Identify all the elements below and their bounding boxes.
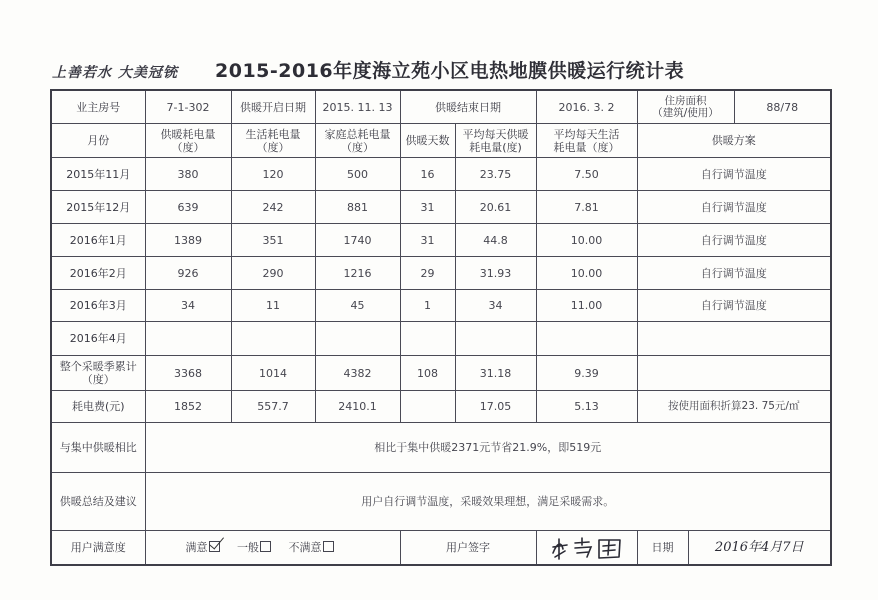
header-avg-live-l2: 耗电量（度） bbox=[553, 140, 620, 154]
season-total-label bbox=[51, 356, 145, 391]
header-plan: 供暖方案 bbox=[637, 124, 831, 158]
avg-heat-cell: 31.93 bbox=[455, 257, 536, 290]
end-date-value: 2016. 3. 2 bbox=[536, 90, 637, 124]
plan-cell: 自行调节温度 bbox=[637, 257, 831, 290]
header-days: 供暖天数 bbox=[400, 124, 455, 158]
month-cell: 2016年3月 bbox=[51, 290, 145, 322]
header-avg-live-l1: 平均每天生活 bbox=[553, 127, 620, 141]
total-cell: 1740 bbox=[315, 224, 400, 257]
avg-heat-cell: 31.18 bbox=[455, 356, 536, 391]
living-cell bbox=[231, 322, 315, 356]
month-cell: 2015年11月 bbox=[51, 158, 145, 191]
table-row bbox=[51, 224, 831, 257]
satisfaction-label: 用户满意度 bbox=[51, 531, 145, 566]
motto: 上善若水 大美冠铳 bbox=[52, 65, 178, 81]
area-value: 88/78 bbox=[766, 100, 799, 114]
avg-live-cell: 7.50 bbox=[536, 158, 637, 191]
avg-live-cell: 10.00 bbox=[536, 257, 637, 290]
header-avg-heat-l2: 耗电量(度) bbox=[469, 140, 522, 154]
avg-heat-cell bbox=[455, 322, 536, 356]
header-total bbox=[315, 124, 400, 158]
avg-live-cell: 11.00 bbox=[536, 290, 637, 322]
area-label-line2: （建筑/使用） bbox=[652, 107, 719, 119]
area-label-line1: 住房面积 bbox=[664, 95, 707, 107]
signature-label: 用户签字 bbox=[400, 531, 536, 566]
owner-value: 7-1-302 bbox=[145, 90, 231, 124]
end-date-label: 供暖结束日期 bbox=[400, 90, 536, 124]
heating-cell: 639 bbox=[145, 191, 231, 224]
summary-row bbox=[51, 473, 831, 531]
avg-heat-cell: 20.61 bbox=[455, 191, 536, 224]
header-total-l1: 家庭总耗电量 bbox=[324, 127, 391, 141]
date-cell bbox=[637, 531, 831, 566]
living-cell: 290 bbox=[231, 257, 315, 290]
heating-cell: 1852 bbox=[145, 391, 231, 423]
living-cell: 242 bbox=[231, 191, 315, 224]
avg-heat-cell: 44.8 bbox=[455, 224, 536, 257]
summary-text: 用户自行调节温度，采暖效果理想，满足采暖需求。 bbox=[145, 473, 831, 531]
header-living bbox=[231, 124, 315, 158]
satisfaction-row bbox=[51, 531, 831, 566]
season-total-row bbox=[51, 356, 831, 391]
avg-live-cell: 10.00 bbox=[536, 224, 637, 257]
total-cell: 881 bbox=[315, 191, 400, 224]
area-label bbox=[638, 91, 735, 123]
header-avg-heat-l1: 平均每天供暖 bbox=[462, 127, 529, 141]
start-date-value: 2015. 11. 13 bbox=[315, 90, 400, 124]
satisfied-checkbox[interactable] bbox=[209, 541, 220, 552]
header-avg-heat bbox=[455, 124, 536, 158]
total-cell: 45 bbox=[315, 290, 400, 322]
table-row bbox=[51, 290, 831, 322]
plan-cell bbox=[637, 356, 831, 391]
plan-cell bbox=[637, 322, 831, 356]
days-cell: 1 bbox=[400, 290, 455, 322]
heating-cell: 3368 bbox=[145, 356, 231, 391]
date-label: 日期 bbox=[638, 531, 689, 564]
avg-live-cell: 5.13 bbox=[536, 391, 637, 423]
heating-cell: 926 bbox=[145, 257, 231, 290]
header-row bbox=[51, 124, 831, 158]
option-unsatisfied-label: 不满意 bbox=[288, 541, 322, 554]
compare-label: 与集中供暖相比 bbox=[51, 423, 145, 473]
compare-text: 相比于集中供暖2371元节省21.9%，即519元 bbox=[145, 423, 831, 473]
avg-live-cell: 7.81 bbox=[536, 191, 637, 224]
total-cell: 500 bbox=[315, 158, 400, 191]
header-heating-l1: 供暖耗电量 bbox=[160, 127, 216, 141]
days-cell: 108 bbox=[400, 356, 455, 391]
option-normal-label: 一般 bbox=[237, 541, 259, 554]
owner-label: 业主房号 bbox=[51, 90, 145, 124]
signature-drawing bbox=[547, 535, 627, 561]
plan-cell: 自行调节温度 bbox=[637, 290, 831, 322]
area-cell bbox=[637, 90, 831, 124]
living-cell: 557.7 bbox=[231, 391, 315, 423]
page-title: 2015-2016年度海立苑小区电热地膜供暖运行统计表 bbox=[215, 60, 685, 82]
signature-field[interactable] bbox=[536, 531, 637, 566]
table-row bbox=[51, 158, 831, 191]
total-cell: 1216 bbox=[315, 257, 400, 290]
days-cell bbox=[400, 391, 455, 423]
header-heating bbox=[145, 124, 231, 158]
plan-cell: 自行调节温度 bbox=[637, 224, 831, 257]
date-value[interactable]: 2016年4月7日 bbox=[714, 540, 804, 555]
month-cell: 2016年1月 bbox=[51, 224, 145, 257]
table-row bbox=[51, 191, 831, 224]
unsatisfied-checkbox[interactable] bbox=[323, 541, 334, 552]
days-cell bbox=[400, 322, 455, 356]
living-cell: 11 bbox=[231, 290, 315, 322]
living-cell: 120 bbox=[231, 158, 315, 191]
heating-cell: 380 bbox=[145, 158, 231, 191]
days-cell: 16 bbox=[400, 158, 455, 191]
plan-cell: 自行调节温度 bbox=[637, 158, 831, 191]
avg-heat-cell: 34 bbox=[455, 290, 536, 322]
days-cell: 31 bbox=[400, 224, 455, 257]
days-cell: 31 bbox=[400, 191, 455, 224]
heating-stats-table bbox=[50, 89, 832, 566]
month-cell: 2015年12月 bbox=[51, 191, 145, 224]
cost-label: 耗电费(元) bbox=[51, 391, 145, 423]
month-cell: 2016年2月 bbox=[51, 257, 145, 290]
living-cell: 1014 bbox=[231, 356, 315, 391]
avg-live-cell: 9.39 bbox=[536, 356, 637, 391]
header-avg-live bbox=[536, 124, 637, 158]
option-satisfied-label: 满意 bbox=[185, 541, 208, 554]
season-total-label-l2: （度） bbox=[81, 373, 115, 386]
living-cell: 351 bbox=[231, 224, 315, 257]
cost-row bbox=[51, 391, 831, 423]
avg-heat-cell: 23.75 bbox=[455, 158, 536, 191]
heating-cell: 34 bbox=[145, 290, 231, 322]
plan-cell: 自行调节温度 bbox=[637, 191, 831, 224]
month-cell: 2016年4月 bbox=[51, 322, 145, 356]
total-cell bbox=[315, 322, 400, 356]
season-total-label-l1: 整个采暖季累计 bbox=[59, 360, 137, 373]
header-living-l2: （度） bbox=[256, 140, 290, 154]
normal-checkbox[interactable] bbox=[260, 541, 271, 552]
header-living-l1: 生活耗电量 bbox=[245, 127, 301, 141]
heating-cell bbox=[145, 322, 231, 356]
total-cell: 4382 bbox=[315, 356, 400, 391]
days-cell: 29 bbox=[400, 257, 455, 290]
plan-cell: 按使用面积折算23. 75元/㎡ bbox=[637, 391, 831, 423]
header-heating-l2: （度） bbox=[171, 140, 205, 154]
heating-cell: 1389 bbox=[145, 224, 231, 257]
header-month: 月份 bbox=[51, 124, 145, 158]
summary-label: 供暖总结及建议 bbox=[51, 473, 145, 531]
check-mark-icon bbox=[208, 534, 223, 550]
table-row bbox=[51, 257, 831, 290]
avg-heat-cell: 17.05 bbox=[455, 391, 536, 423]
satisfaction-options bbox=[145, 531, 400, 566]
header-total-l2: （度） bbox=[341, 140, 374, 154]
compare-row bbox=[51, 423, 831, 473]
start-date-label: 供暖开启日期 bbox=[231, 90, 315, 124]
info-row bbox=[51, 90, 831, 124]
table-row bbox=[51, 322, 831, 356]
total-cell: 2410.1 bbox=[315, 391, 400, 423]
avg-live-cell bbox=[536, 322, 637, 356]
